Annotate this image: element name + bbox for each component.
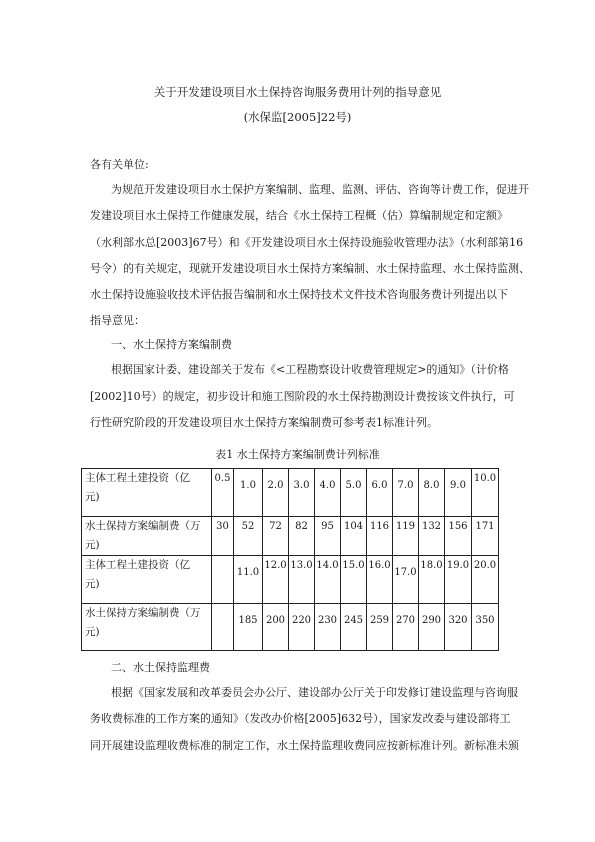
- table-cell: 30: [212, 517, 234, 556]
- table-cell: 290: [419, 604, 445, 651]
- paragraph-line: 同开展建设监理收费标准的制定工作，水土保持监理收费同应按新标准计列。新标准未颁: [90, 739, 519, 752]
- table-cell: 13.0: [289, 556, 315, 604]
- row-label: 水土保持方案编制费（万 元): [82, 604, 212, 651]
- row-label: 水土保持方案编制费（万 元): [82, 517, 212, 556]
- table-cell: 18.0: [419, 556, 445, 604]
- table-cell: 15.0: [341, 556, 367, 604]
- table-cell: 10.0: [472, 469, 499, 517]
- table-cell: 14.0: [315, 556, 341, 604]
- paragraph-line: 根据《国家发展和改革委员会办公厅、建设部办公厅关于印发修订建设监理与咨询服: [111, 686, 518, 699]
- section-1-heading: 一、水土保持方案编制费: [111, 338, 232, 351]
- table-cell: 132: [419, 517, 445, 556]
- table-cell: 8.0: [419, 469, 445, 517]
- paragraph-line: 水土保持设施验收技术评估报告编制和水土保持技术文件技术咨询服务费计列提出以下: [90, 288, 508, 301]
- paragraph-line: 务收费标准的工作方案的通知》（发改办价格[2005]632号），国家发改委与建设部将工: [90, 712, 511, 725]
- table-cell: [212, 556, 234, 604]
- table-cell: 19.0: [445, 556, 472, 604]
- row-label: 主体工程土建投资（亿 元): [82, 556, 212, 604]
- paragraph-line: 为规范开发建设项目水土保护方案编制、监理、监测、评估、咨询等计费工作，促进开: [111, 183, 529, 196]
- table-row: [82, 469, 524, 517]
- table-cell: [212, 604, 234, 651]
- table-cell: 270: [393, 604, 419, 651]
- table-cell: 3.0: [289, 469, 315, 517]
- table-cell: 20.0: [472, 556, 499, 604]
- table-cell: 0.5: [212, 469, 234, 517]
- table-cell: 5.0: [341, 469, 367, 517]
- table-cell: 72: [263, 517, 289, 556]
- document-title: 关于开发建设项目水土保持咨询服务费用计列的指导意见: [153, 85, 442, 99]
- table-cell: 320: [445, 604, 472, 651]
- table-cell: 220: [289, 604, 315, 651]
- table-cell: 95: [315, 517, 341, 556]
- table-cell: 6.0: [367, 469, 393, 517]
- table-cell: 245: [341, 604, 367, 651]
- table-cell: 119: [393, 517, 419, 556]
- table-cell: 116: [367, 517, 393, 556]
- table-cell: 171: [472, 517, 499, 556]
- paragraph-line: 指导意见：: [90, 314, 145, 327]
- table-cell: 11.0: [234, 556, 263, 604]
- section-2-heading: 二、水土保持监理费: [111, 661, 210, 674]
- row-label: 主体工程土建投资（亿 元): [82, 469, 212, 517]
- table-cell: 2.0: [263, 469, 289, 517]
- table-cell: 16.0: [367, 556, 393, 604]
- table-cell: 7.0: [393, 469, 419, 517]
- table-row: [82, 604, 524, 651]
- table-cell: 9.0: [445, 469, 472, 517]
- table-cell: 200: [263, 604, 289, 651]
- paragraph-line: 发建设项目水土保持工作健康发展，结合《水土保持工程概（估）算编制规定和定额》: [90, 209, 508, 222]
- paragraph-line: （水利部水总[2003]67号）和《开发建设项目水土保持设施验收管理办法》（水利部第16: [90, 236, 524, 249]
- table-caption: 表1 水土保持方案编制费计列标准: [215, 448, 380, 461]
- fee-standard-table: [81, 468, 524, 651]
- table-cell: 350: [472, 604, 499, 651]
- paragraph-line: 行性研究阶段的开发建设项目水土保持方案编制费可参考表1标准计列。: [90, 416, 438, 429]
- table-cell: 104: [341, 517, 367, 556]
- paragraph-line: [2002]10号）的规定，初步设计和施工图阶段的水土保持勘测设计费按该文件执行，可: [90, 390, 515, 403]
- table-cell: 12.0: [263, 556, 289, 604]
- table-row: [82, 556, 524, 604]
- paragraph-line: 根据国家计委、建设部关于发布《<工程勘察设计收费管理规定>的通知》（计价格: [111, 363, 509, 376]
- table-cell: 17.0: [393, 556, 419, 604]
- table-row: [82, 517, 524, 556]
- table-cell: 230: [315, 604, 341, 651]
- table-cell: 4.0: [315, 469, 341, 517]
- table-cell: 156: [445, 517, 472, 556]
- document-number: (水保监[2005]22号): [243, 110, 352, 124]
- table-cell: 185: [234, 604, 263, 651]
- table-cell: 82: [289, 517, 315, 556]
- table-cell: 52: [234, 517, 263, 556]
- table-cell: 259: [367, 604, 393, 651]
- paragraph-line: 号令）的有关规定，现就开发建设项目水土保持方案编制、水土保持监理、水土保持监测、: [90, 262, 530, 275]
- table-cell: 1.0: [234, 469, 263, 517]
- salutation: 各有关单位:: [90, 158, 149, 171]
